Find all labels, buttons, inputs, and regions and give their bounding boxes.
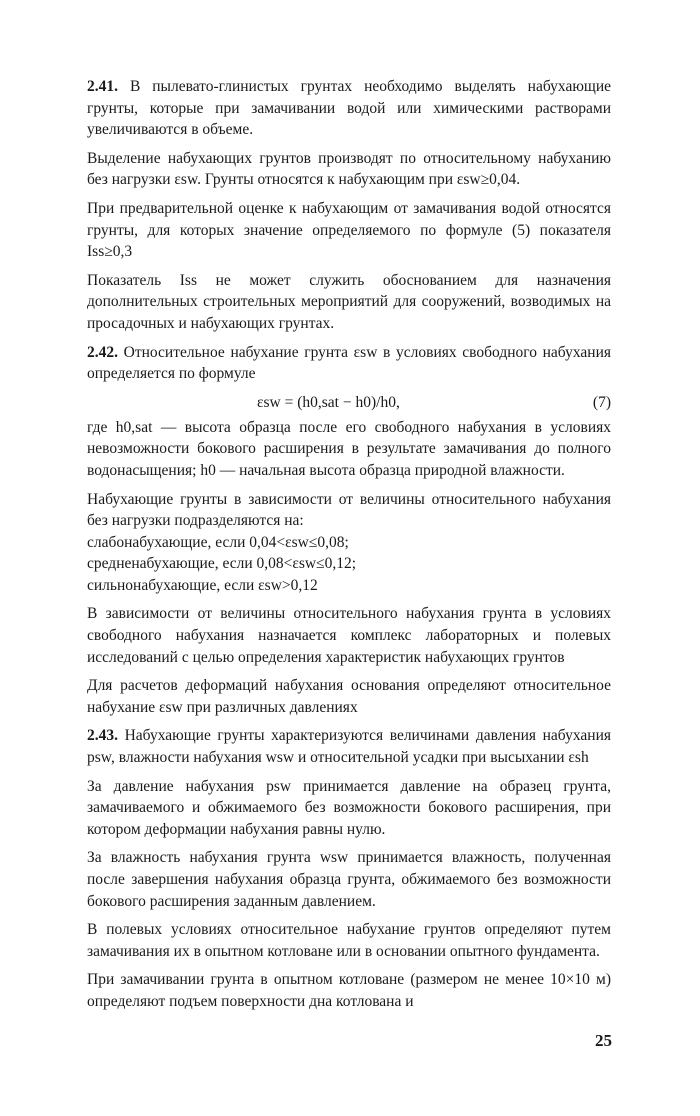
paragraph-formula-explanation: где h0,sat — высота образца после его свободного набухания в условиях невозможности бокового расширения в результате замачивания до полного водонасыщения; h0 — начальная высота образца природной влажности. [87, 418, 611, 479]
paragraph-2-42 [87, 342, 611, 385]
paragraph-2-43 [87, 725, 611, 768]
clause-number: 2.41. [87, 78, 118, 95]
formula-number: (7) [592, 393, 611, 411]
paragraph-text: Относительное набухание грунта εsw в условиях свободного набухания определяется по формуле [87, 343, 611, 383]
page-number: 25 [595, 1031, 612, 1050]
paragraph-text: В пылевато-глинистых грунтах необходимо выделять набухающие грунты, которые при замачивании водой или химическими растворами увеличиваются в объеме. [87, 78, 612, 139]
paragraph-classification-intro: Набухающие грунты в зависимости от величины относительного набухания без нагрузки подразделяются на: [87, 490, 611, 530]
list-item: слабонабухающие, если 0,04<εsw≤0,08; [87, 533, 349, 551]
formula: εsw = (h0,sat − h0)/h0, [257, 393, 400, 411]
paragraph-preliminary-assessment: При предварительной оценке к набухающим от замачивания водой относятся грунты, для которых значение определяемого по формуле (5) показателя Iss≥0,3 [87, 199, 611, 261]
paragraph-indicator: Показатель Iss не может служить обоснованием для назначения дополнительных строительных мероприятий для сооружений, возводимых на просадочных и набухающих грунтах. [87, 271, 611, 332]
list-item: сильнонабухающие, если εsw>0,12 [87, 576, 318, 594]
paragraph-test-pit: При замачивании грунта в опытном котловане (размером не менее 10×10 м) определяют подъем поверхности дна котлована и [87, 971, 611, 1010]
classification-list [87, 532, 611, 597]
paragraph-deformation-calc: Для расчетов деформаций набухания основания определяют относительное набухание εsw при различных давлениях [87, 677, 611, 716]
paragraph-text: Набухающие грунты характеризуются величинами давления набухания psw, влажности набухания wsw и относительной усадки при высыхании εsh [87, 727, 611, 767]
paragraph-selection: Выделение набухающих грунтов производят по относительному набуханию без нагрузки εsw. Грунты относятся к набухающим при εsw≥0,04. [87, 149, 611, 189]
paragraph-swelling-moisture: За влажность набухания грунта wsw принимается влажность, полученная после завершения набухания образца грунта, обжимаемого без возможности бокового расширения заданным давлением. [87, 849, 611, 910]
paragraph-investigations: В зависимости от величины относительного набухания грунта в условиях свободного набухания назначается комплекс лабораторных и полевых исследований с целью определения характеристик набухающих грунтов [87, 605, 611, 666]
paragraph-2-41 [87, 76, 611, 141]
paragraph-field-conditions: В полевых условиях относительное набухание грунтов определяют путем замачивания их в опытном котловане или в основании опытного фундамента. [87, 921, 611, 960]
clause-number: 2.42. [87, 343, 118, 361]
body-text [87, 76, 611, 1020]
list-item: средненабухающие, если 0,08<εsw≤0,12; [87, 555, 357, 573]
formula-line [87, 392, 611, 416]
paragraph-swelling-pressure: За давление набухания psw принимается давление на образец грунта, замачиваемого и обжимаемого без возможности бокового расширения, при котором деформации набухания равны нулю. [87, 777, 611, 838]
clause-number: 2.43. [87, 727, 118, 745]
